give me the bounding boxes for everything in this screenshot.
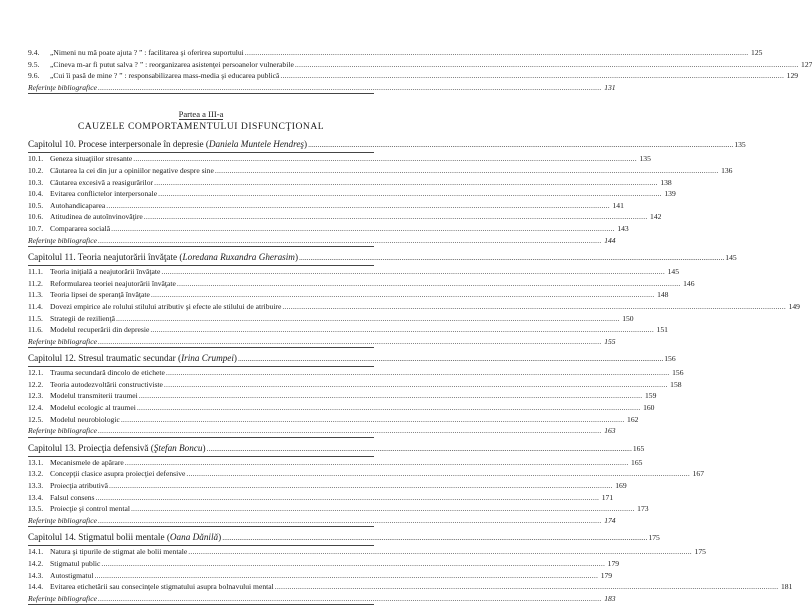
dot-leader — [214, 165, 720, 177]
toc-entry — [28, 70, 799, 82]
chapter-heading — [28, 137, 746, 152]
chapter-block — [28, 441, 704, 528]
entry-title: Trauma secundară dincolo de etichete — [50, 368, 165, 378]
chapter-title: Capitolul 12. Stresul traumatic secundar — [28, 353, 176, 364]
entry-page: 169 — [615, 481, 627, 491]
entry-page: 127 — [801, 59, 812, 69]
entry-number: 13.4. — [28, 492, 44, 502]
references-page: 163 — [604, 426, 616, 436]
toc-entry — [28, 59, 812, 71]
dot-leader — [105, 200, 611, 212]
references-entry — [28, 235, 616, 248]
dot-leader — [95, 492, 601, 504]
entry-number: 12.2. — [28, 379, 44, 389]
entry-title: Căutarea la cei din jur a opiniilor negative despre sine — [50, 165, 214, 175]
dot-leader — [93, 570, 599, 582]
references-page: 183 — [604, 593, 616, 603]
dot-leader — [97, 336, 603, 348]
references-entry — [28, 336, 616, 349]
references-title: Referinţe bibliografice — [28, 82, 97, 92]
chapter-title-group — [28, 441, 206, 455]
entry-page: 181 — [780, 582, 793, 592]
entry-number: 9.5. — [28, 59, 40, 69]
chapter-sections — [28, 366, 684, 438]
table-of-contents — [28, 47, 812, 605]
dot-leader — [160, 266, 666, 278]
entry-title: Reformularea teoriei neajutorării învăţate — [50, 278, 176, 288]
entry-page: 145 — [667, 267, 679, 277]
dot-leader — [281, 301, 787, 313]
entry-number: 10.1. — [28, 154, 44, 164]
chapter-page: 135 — [734, 140, 746, 150]
chapter-block — [28, 137, 746, 247]
dot-leader — [97, 515, 603, 527]
toc-entry — [28, 390, 657, 402]
toc-entry — [28, 546, 706, 558]
chapter-page: 175 — [648, 533, 660, 543]
entry-title: Falsul consens — [50, 492, 95, 502]
entry-number: 14.4. — [28, 582, 44, 592]
dot-leader — [185, 468, 691, 480]
entry-title: „Cui îi pasă de mine ? ” : responsabilizarea mass-media şi educarea publică — [50, 71, 280, 81]
entry-title: „Nimeni nu mă poate ajuta ? ” : facilitarea şi oferirea suportului — [50, 48, 244, 57]
dot-leader — [130, 503, 636, 515]
toc-entry — [28, 223, 629, 235]
entry-page: 160 — [643, 403, 655, 413]
dot-leader — [124, 457, 630, 469]
entry-number: 14.2. — [28, 559, 44, 568]
dot-leader — [97, 82, 603, 94]
references-page: 174 — [604, 515, 616, 525]
toc-entry — [28, 289, 669, 301]
dot-leader — [307, 138, 734, 152]
chapter-block — [28, 250, 800, 348]
dot-leader — [150, 289, 656, 301]
author-paren-close: ) — [304, 139, 308, 150]
entry-number: 10.2. — [28, 165, 44, 175]
dot-leader — [187, 546, 693, 558]
entry-title: Modelul ecologic al traumei — [50, 403, 136, 413]
chapter-sections — [28, 545, 793, 605]
dot-leader — [120, 414, 626, 426]
chapter-title-group — [28, 250, 298, 264]
entry-page: 146 — [683, 278, 695, 288]
entry-page: 175 — [694, 547, 706, 557]
entry-number: 11.1. — [28, 267, 43, 277]
dot-leader — [157, 188, 663, 200]
entry-title: Autohandicaparea — [50, 200, 106, 210]
entry-title: Concepţii clasice asupra proiecţiei defensive — [50, 469, 186, 479]
entry-title: Strategii de rezilienţă — [50, 313, 115, 323]
author-paren-close: ) — [294, 252, 299, 263]
entry-title: Mecanismele de apărare — [50, 457, 124, 467]
entry-number: 11.4. — [28, 301, 43, 311]
toc-entry — [28, 480, 627, 492]
toc-entry — [28, 558, 620, 570]
entry-number: 9.4. — [28, 48, 40, 57]
references-entry — [28, 593, 616, 605]
entry-title: Căutarea excesivă a reasigurărilor — [50, 177, 154, 187]
dot-leader — [100, 558, 606, 570]
chapter-title: Capitolul 14. Stigmatul bolii mentale — [28, 532, 165, 543]
entry-number: 12.5. — [28, 414, 44, 424]
toc-entry — [28, 313, 634, 325]
dot-leader — [97, 235, 603, 247]
toc-entry — [28, 324, 668, 336]
chapter-sections — [28, 152, 733, 247]
dot-leader — [110, 223, 616, 235]
dot-leader — [298, 251, 725, 265]
part-heading — [28, 108, 374, 120]
dot-leader — [206, 442, 633, 456]
author-paren-open: ( — [177, 252, 183, 263]
author-paren-open: ( — [148, 442, 154, 453]
entry-number: 13.1. — [28, 457, 44, 467]
entry-number: 12.4. — [28, 403, 44, 413]
toc-entry — [28, 379, 682, 391]
dot-leader — [97, 425, 603, 437]
toc-entry — [28, 278, 695, 290]
entry-number: 11.3. — [28, 290, 43, 300]
entry-title: Dovezi empirice ale rolului stilului atributiv şi efecte ale stilului de atribuire — [50, 301, 282, 311]
chapter-author: Oana Dănilă — [169, 532, 219, 543]
references-page: 131 — [604, 82, 616, 92]
entry-page: 139 — [664, 189, 676, 199]
chapter-author: Ştefan Boncu — [153, 442, 203, 453]
author-paren-open: ( — [175, 353, 182, 364]
dot-leader — [279, 70, 785, 82]
entry-number: 9.6. — [28, 71, 40, 81]
author-paren-close: ) — [233, 353, 237, 364]
chapter-title: Capitolul 11. Teoria neajutorării învăţate — [28, 252, 178, 263]
references-title: Referinţe bibliografice — [28, 593, 97, 603]
entry-title: Autostigmatul — [50, 570, 94, 580]
part-label: Partea a III-a — [178, 109, 224, 120]
chapter-title: Capitolul 10. Procese interpersonale în depresie — [28, 139, 204, 150]
chapter-page: 156 — [664, 354, 676, 364]
toc-entry — [28, 188, 676, 200]
entry-number: 11.2. — [28, 278, 43, 288]
references-title: Referinţe bibliografice — [28, 336, 97, 346]
chapter-heading — [28, 351, 676, 366]
entry-title: Stigmatul public — [50, 559, 101, 568]
entry-page: 148 — [657, 290, 669, 300]
chapter-block — [28, 351, 684, 438]
entry-page: 125 — [751, 48, 763, 57]
top-entries — [28, 47, 812, 94]
entry-page: 159 — [644, 391, 657, 401]
references-title: Referinţe bibliografice — [28, 235, 97, 245]
chapter-heading — [28, 441, 645, 456]
entry-page: 162 — [627, 414, 639, 424]
toc-entry — [28, 47, 763, 59]
entry-page: 129 — [786, 71, 799, 81]
dot-leader — [143, 211, 649, 223]
references-entry — [28, 82, 616, 95]
toc-entry — [28, 468, 704, 480]
entry-number: 11.6. — [28, 325, 43, 335]
entry-title: Modelul recuperării din depresie — [50, 325, 150, 335]
references-entry — [28, 515, 616, 528]
toc-entry — [28, 266, 679, 278]
entry-page: 135 — [639, 154, 651, 164]
toc-entry — [28, 153, 651, 165]
dot-leader — [165, 367, 671, 379]
entry-page: 171 — [601, 492, 614, 502]
entry-title: Compararea socială — [50, 223, 111, 233]
references-page: 144 — [604, 235, 616, 245]
entry-page: 179 — [607, 559, 620, 568]
entry-number: 10.5. — [28, 200, 44, 210]
entry-page: 150 — [622, 313, 634, 323]
entry-page: 165 — [631, 457, 643, 467]
entry-title: Modelul neurobiologic — [50, 414, 120, 424]
chapter-page: 145 — [725, 253, 737, 263]
part-title: CAUZELE COMPORTAMENTULUI DISFUNCŢIONAL — [77, 121, 325, 133]
dot-leader — [132, 153, 638, 165]
dot-leader — [108, 480, 614, 492]
entry-page: 143 — [617, 223, 629, 233]
toc-entry — [28, 457, 643, 469]
toc-entry — [28, 165, 733, 177]
entry-page: 149 — [788, 301, 800, 311]
chapter-author: Irina Crumpei — [181, 353, 234, 364]
chapters-list — [28, 137, 800, 605]
entry-page: 179 — [600, 570, 613, 580]
entry-number: 12.3. — [28, 391, 44, 401]
dot-leader — [237, 352, 664, 366]
references-page: 155 — [604, 336, 616, 346]
entry-number: 10.3. — [28, 177, 44, 187]
toc-entry — [28, 177, 672, 189]
entry-title: Evitarea conflictelor interpersonale — [50, 189, 158, 199]
dot-leader — [294, 59, 800, 71]
entry-title: Teoria autodezvoltării constructiviste — [50, 379, 163, 389]
entry-title: Natura şi tipurile de stigmat ale bolii mentale — [50, 547, 188, 557]
toc-entry — [28, 581, 793, 593]
references-title: Referinţe bibliografice — [28, 426, 97, 436]
entry-page: 138 — [660, 177, 672, 187]
entry-number: 10.4. — [28, 189, 44, 199]
toc-entry — [28, 570, 613, 582]
chapter-page: 165 — [632, 443, 645, 453]
entry-page: 167 — [692, 469, 704, 479]
entry-page: 151 — [656, 325, 668, 335]
dot-leader — [163, 379, 669, 391]
toc-entry — [28, 200, 624, 212]
entry-number: 10.6. — [28, 212, 44, 222]
dot-leader — [136, 402, 642, 414]
entry-title: „Cineva m-ar fi putut salva ? ” : reorganizarea asistenţei persoanelor vulnerabile — [50, 59, 294, 69]
chapter-heading — [28, 250, 737, 265]
dot-leader — [97, 593, 603, 605]
entry-number: 12.1. — [28, 368, 44, 378]
entry-title: Modelul transmiterii traumei — [50, 391, 138, 401]
toc-entry — [28, 414, 639, 426]
chapter-title-group — [28, 351, 237, 365]
entry-title: Teoria iniţială a neajutorării învăţate — [50, 267, 161, 277]
chapter-sections — [28, 456, 704, 528]
toc-entry — [28, 211, 662, 223]
chapter-title: Capitolul 13. Proiecţia defensivă — [28, 442, 149, 453]
author-paren-open: ( — [203, 139, 209, 150]
toc-entry — [28, 503, 649, 515]
dot-leader — [176, 278, 682, 290]
dot-leader — [138, 390, 644, 402]
author-paren-close: ) — [218, 532, 222, 543]
author-paren-open: ( — [164, 532, 170, 543]
chapter-sections — [28, 265, 800, 348]
entry-title: Evitarea etichetării sau consecinţele stigmatului asupra bolnavului mental — [50, 582, 274, 592]
author-paren-close: ) — [202, 442, 206, 453]
entry-title: Proiecţie şi control mental — [50, 504, 130, 514]
entry-page: 173 — [637, 504, 649, 514]
chapter-block — [28, 530, 793, 605]
entry-page: 141 — [612, 200, 624, 210]
references-entry — [28, 425, 616, 438]
chapter-heading — [28, 530, 660, 545]
dot-leader — [244, 47, 750, 59]
toc-entry — [28, 367, 684, 379]
entry-page: 158 — [670, 379, 682, 389]
toc-entry — [28, 492, 614, 504]
references-title: Referinţe bibliografice — [28, 515, 97, 525]
dot-leader — [221, 531, 648, 545]
entry-page: 142 — [650, 212, 662, 222]
entry-number: 13.2. — [28, 469, 44, 479]
entry-title: Atitudinea de autoînvinovăţire — [50, 212, 143, 222]
chapter-title-group — [28, 137, 307, 151]
toc-entry — [28, 402, 655, 414]
chapter-author: Loredana Ruxandra Gherasim — [182, 252, 295, 263]
entry-number: 10.7. — [28, 223, 44, 233]
entry-title: Geneza situaţiilor stresante — [50, 154, 133, 164]
entry-title: Teoria lipsei de speranţă învăţate — [50, 290, 150, 300]
entry-page: 136 — [721, 165, 733, 175]
dot-leader — [149, 324, 655, 336]
entry-title: Proiecţia atributivă — [50, 481, 108, 491]
dot-leader — [274, 581, 780, 593]
entry-page: 156 — [672, 368, 684, 378]
dot-leader — [153, 177, 659, 189]
entry-number: 14.1. — [28, 547, 44, 557]
dot-leader — [115, 313, 621, 325]
entry-number: 13.3. — [28, 481, 44, 491]
chapter-title-group — [28, 530, 221, 544]
toc-entry — [28, 301, 800, 313]
chapter-author: Daniela Muntele Hendreş — [208, 139, 304, 150]
entry-number: 11.5. — [28, 313, 43, 323]
entry-number: 14.3. — [28, 570, 44, 580]
entry-number: 13.5. — [28, 504, 44, 514]
